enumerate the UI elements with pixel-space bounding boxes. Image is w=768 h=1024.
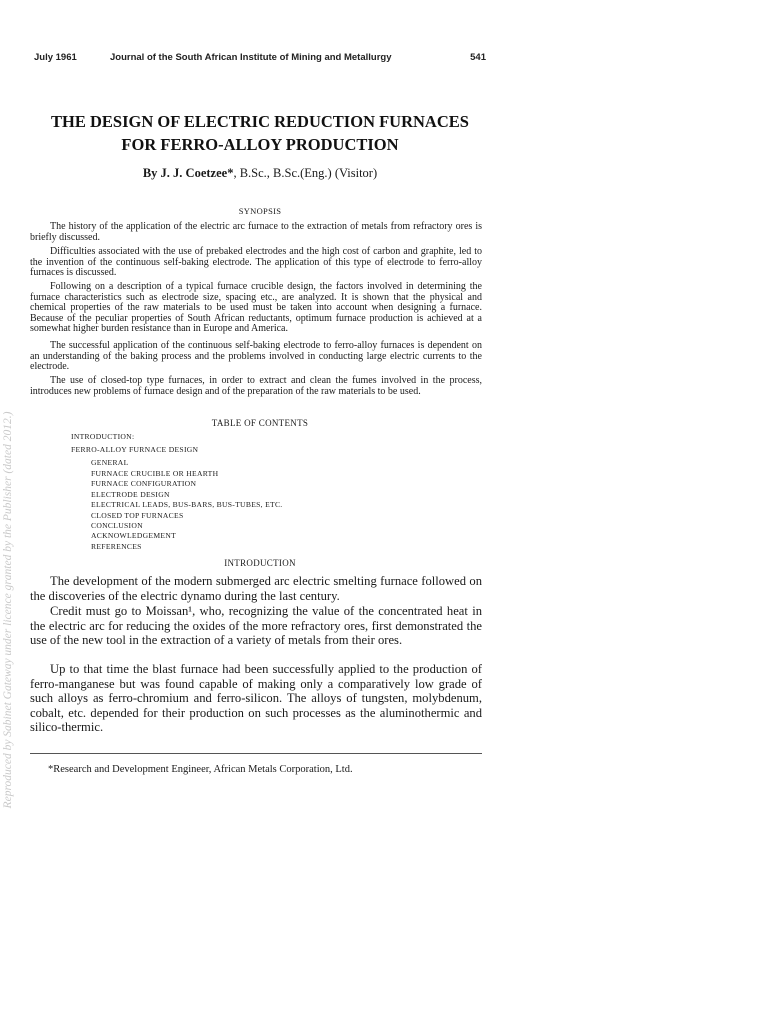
synopsis-paragraph: The successful application of the continuous self-baking electrode to ferro-alloy furnaces is dependent on an understanding of the baking process and the problems involved in conducting large electric currents to the electrode. <box>30 340 482 373</box>
introduction-heading: INTRODUCTION <box>224 558 296 568</box>
toc-item: INTRODUCTION: <box>71 432 135 441</box>
body-paragraph: Credit must go to Moissan¹, who, recognizing the value of the concentrated heat in the electric arc for reducing the oxides of the more refractory ores, first demonstrated the use of the new tool in the extraction of a variety of metals from their ores. <box>30 604 482 648</box>
article-title <box>0 110 520 156</box>
toc-item: ACKNOWLEDGEMENT <box>91 531 177 540</box>
author-line <box>0 166 520 181</box>
synopsis-paragraph: The use of closed-top type furnaces, in order to extract and clean the fumes involved in the process, introduces new problems of furnace design and of the preparation of the raw materials to be used. <box>30 375 482 397</box>
issue-date: July 1961 <box>34 52 77 63</box>
toc-item: FURNACE CONFIGURATION <box>91 479 197 488</box>
toc-heading: TABLE OF CONTENTS <box>211 418 309 428</box>
title-line-2: FOR FERRO-ALLOY PRODUCTION <box>121 135 399 154</box>
toc-item: CLOSED TOP FURNACES <box>91 511 184 520</box>
toc-item: FURNACE CRUCIBLE OR HEARTH <box>91 469 219 478</box>
journal-name: Journal of the South African Institute of Mining and Metallurgy <box>110 52 392 63</box>
author-credentials: , B.Sc., B.Sc.(Eng.) (Visitor) <box>233 166 378 180</box>
synopsis-heading: SYNOPSIS <box>238 206 282 216</box>
synopsis-paragraph: The history of the application of the electric arc furnace to the extraction of metals from refractory ores is briefly discussed. <box>30 221 482 243</box>
body-paragraph: The development of the modern submerged arc electric smelting furnace followed on the discoveries of the electric dynamo during the last century. <box>30 574 482 603</box>
toc-item: REFERENCES <box>91 542 142 551</box>
author-footnote: *Research and Development Engineer, African Metals Corporation, Ltd. <box>48 764 353 775</box>
toc-item: GENERAL <box>91 458 129 467</box>
reproduction-watermark: Reproduced by Sabinet Gateway under licence granted by the Publisher (dated 2012.) <box>2 411 14 809</box>
toc-item: CONCLUSION <box>91 521 143 530</box>
page-number: 541 <box>470 52 486 63</box>
body-paragraph: Up to that time the blast furnace had been successfully applied to the production of ferro-manganese but was found capable of making only a comparatively low grade of such alloys as ferro-chromium and ferro-silicon. The alloys of tungsten, molybdenum, cobalt, etc. depended for their production on such processes as the aluminothermic and silico-thermic. <box>30 662 482 735</box>
toc-item: ELECTRICAL LEADS, BUS-BARS, BUS-TUBES, ETC. <box>91 500 283 509</box>
footnote-rule <box>30 753 482 754</box>
synopsis-paragraph: Difficulties associated with the use of prebaked electrodes and the high cost of carbon and graphite, led to the invention of the continuous self-baking electrode. The application of this type of electrode to ferro-alloy furnaces is discussed. <box>30 246 482 279</box>
author-name: By J. J. Coetzee* <box>142 166 234 180</box>
synopsis-paragraph: Following on a description of a typical furnace crucible design, the factors involved in determining the furnace characteristics such as electrode size, spacing etc., are analyzed. It is shown that the physical and chemical properties of the raw materials to be used must be taken into account when designing a furnace. Because of the peculiar properties of South African reductants, optimum furnace production is achieved at a somewhat higher burden resistance than in Europe and America. <box>30 281 482 335</box>
toc-item: ELECTRODE DESIGN <box>91 490 170 499</box>
toc-item: FERRO-ALLOY FURNACE DESIGN <box>71 445 199 454</box>
page-header <box>34 52 486 68</box>
title-line-1: THE DESIGN OF ELECTRIC REDUCTION FURNACES <box>51 112 469 131</box>
